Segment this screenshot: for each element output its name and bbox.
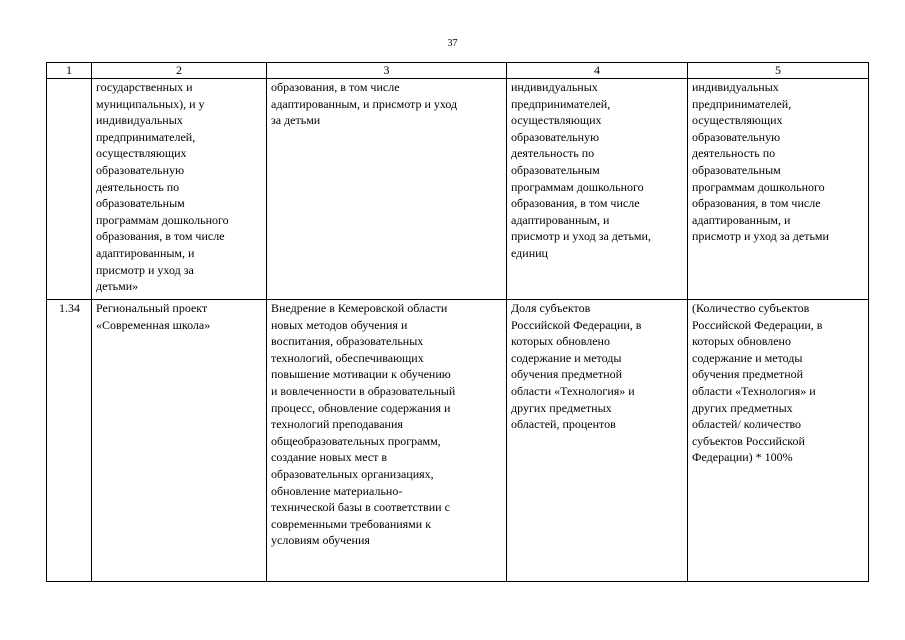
column-header-3: 3 [267,63,507,79]
description-cell: Внедрение в Кемеровской области новых методов обучения и воспитания, образовательных технологий, обеспечивающих повышение мотивации к обучению и вовлеченности в образовательный процесс, обновление содержания и технологий преподавания общеобразовательных программ, создание новых мест в образовательных организациях, обновление материально- технической базы в соответствии с современными требованиями к условиям обучения [267,300,507,582]
formula-cell: (Количество субъектов Российской Федерации, в которых обновлено содержание и методы обучения предметной области «Технология» и других предметных областей/ количество субъектов Российской Федерации) * 100% [688,300,869,582]
name-cell: государственных и муниципальных), и у индивидуальных предпринимателей, осуществляющих образовательную деятельность по образовательным программам дошкольного образования, в том числе адаптированным, и присмотр и уход за детьми» [92,79,267,300]
column-header-4: 4 [507,63,688,79]
row-number-cell [47,79,92,300]
table-row-1-34 [47,300,869,582]
table-row-continuation [47,79,869,300]
data-table [46,62,869,582]
indicator-cell: Доля субъектов Российской Федерации, в которых обновлено содержание и методы обучения предметной области «Технология» и других предметных областей, процентов [507,300,688,582]
page-number: 37 [447,38,458,49]
column-header-5: 5 [688,63,869,79]
row-number-cell: 1.34 [47,300,92,582]
column-header-1: 1 [47,63,92,79]
formula-cell: индивидуальных предпринимателей, осуществляющих образовательную деятельность по образовательным программам дошкольного образования, в том числе адаптированным, и присмотр и уход за детьми [688,79,869,300]
column-header-2: 2 [92,63,267,79]
name-cell: Региональный проект «Современная школа» [92,300,267,582]
table-header-row [47,63,869,79]
indicator-cell: индивидуальных предпринимателей, осуществляющих образовательную деятельность по образовательным программам дошкольного образования, в том числе адаптированным, и присмотр и уход за детьми, единиц [507,79,688,300]
description-cell: образования, в том числе адаптированным, и присмотр и уход за детьми [267,79,507,300]
